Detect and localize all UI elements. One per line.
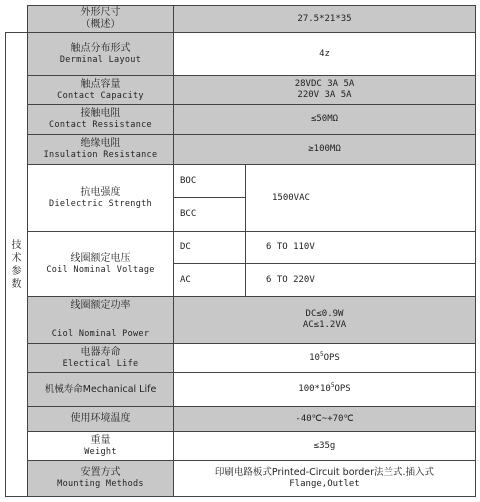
ambient-temp-value-text: -40℃~+70℃ [295, 413, 354, 424]
contact-resistance-value-text: ≤50MΩ [310, 114, 339, 124]
mounting-label [27, 460, 174, 497]
coil-power-value [173, 296, 476, 344]
dielectric-strength-value [245, 164, 476, 232]
contact-resistance-zh: 接触电阻 [80, 108, 121, 119]
coil-voltage-dc-value-text: 6 TO 110V [266, 242, 315, 252]
weight-value-text: ≤35g [313, 440, 336, 451]
mounting-value-1: 印刷电路板式Printed-Circuit border法兰式.插入式 [214, 467, 435, 478]
coil-power-en: Ciol Nominal Power [51, 329, 150, 339]
group-char-1: 技 [11, 239, 22, 251]
outline-label-zh: 外形尺寸 [80, 7, 121, 18]
outline-label-zh-sub: （概述） [80, 19, 121, 30]
mechanical-life-label-text: 机械寿命Mechanical Life [44, 383, 157, 395]
contact-capacity-value-1: 28VDC 3A 5A [294, 79, 355, 89]
dielectric-strength-en: Dielectric Strength [49, 198, 152, 209]
mechanical-life-unit: OPS [334, 384, 351, 394]
coil-power-value-1: DC≤0.9W [305, 309, 344, 319]
mechanical-life-label [27, 372, 174, 407]
terminal-layout-zh: 触点分布形式 [70, 42, 131, 54]
contact-capacity-value-2: 220V 3A 5A [297, 90, 352, 100]
insulation-resistance-zh: 绝缘电阻 [80, 138, 121, 149]
outline-value [173, 5, 476, 33]
weight-en: Weight [84, 446, 117, 457]
weight-label [27, 431, 174, 461]
mounting-zh: 安置方式 [80, 467, 121, 478]
terminal-layout-value [173, 32, 476, 76]
insulation-resistance-value [173, 134, 476, 165]
mechanical-life-value [173, 372, 476, 407]
coil-voltage-label [27, 231, 174, 297]
insulation-resistance-en: Insulation Resistance [43, 150, 158, 160]
coil-voltage-dc-label [173, 231, 246, 264]
contact-resistance-label [27, 104, 174, 135]
group-char-4: 数 [11, 278, 22, 290]
dielectric-strength-zh: 抗电强度 [80, 186, 121, 198]
dielectric-sub-boc-text: BOC [180, 175, 197, 186]
coil-voltage-dc-label-text: DC [180, 242, 191, 252]
electrical-life-value-text [309, 350, 340, 364]
weight-value [173, 431, 476, 461]
mounting-value-2: Flange,Outlet [289, 479, 360, 489]
mechanical-life-exp: 5 [330, 382, 335, 389]
electrical-life-en: Electical Life [62, 358, 139, 369]
electrical-life-base: 10 [309, 352, 320, 363]
contact-capacity-value [173, 75, 476, 105]
dielectric-sub-bcc-text: BCC [180, 209, 197, 219]
group-char-3: 参 [11, 265, 22, 277]
electrical-life-unit: OPS [323, 352, 340, 363]
coil-power-zh: 线圈额定功率 [70, 300, 131, 311]
coil-voltage-ac-value-text: 6 TO 220V [266, 274, 315, 285]
ambient-temp-zh: 使用环境温度 [70, 413, 131, 424]
terminal-layout-label [27, 32, 174, 76]
contact-capacity-zh: 触点容量 [80, 78, 121, 90]
mechanical-life-value-text [298, 384, 350, 395]
outline-label [27, 5, 174, 33]
electrical-life-label [27, 343, 174, 373]
electrical-life-value [173, 343, 476, 373]
electrical-life-zh: 电器寿命 [80, 346, 121, 358]
dielectric-sub-boc [173, 164, 246, 198]
coil-voltage-ac-value [245, 263, 476, 297]
contact-resistance-en: Contact Ressistance [49, 120, 152, 130]
coil-voltage-zh: 线圈额定电压 [70, 252, 131, 264]
mechanical-life-base: 100*10 [298, 384, 331, 394]
electrical-life-exp: 5 [319, 350, 324, 358]
coil-power-value-2: AC≤1.2VA [302, 320, 347, 330]
terminal-layout-en: Derminal Layout [59, 54, 142, 65]
mounting-en: Mounting Methods [57, 479, 144, 489]
contact-capacity-label [27, 75, 174, 105]
insulation-resistance-label [27, 134, 174, 165]
coil-voltage-dc-value [245, 231, 476, 264]
ambient-temp-label [27, 406, 174, 432]
coil-power-label [27, 296, 174, 344]
coil-voltage-ac-label [173, 263, 246, 297]
group-char-2: 术 [11, 252, 22, 264]
contact-capacity-en: Contact Capacity [57, 90, 144, 101]
outline-value-text: 27.5*21*35 [297, 13, 352, 24]
coil-voltage-ac-label-text: AC [180, 274, 191, 285]
technical-parameters-group [5, 32, 28, 497]
insulation-resistance-value-text: ≥100MΩ [308, 144, 341, 154]
contact-resistance-value [173, 104, 476, 135]
coil-voltage-en: Coil Nominal Voltage [46, 264, 155, 275]
mounting-value [173, 460, 476, 497]
dielectric-sub-bcc [173, 197, 246, 232]
weight-zh: 重量 [90, 434, 111, 446]
dielectric-strength-label [27, 164, 174, 232]
ambient-temp-value [173, 406, 476, 432]
dielectric-strength-value-text: 1500VAC [272, 192, 310, 203]
terminal-layout-value-text: 4z [319, 48, 330, 59]
